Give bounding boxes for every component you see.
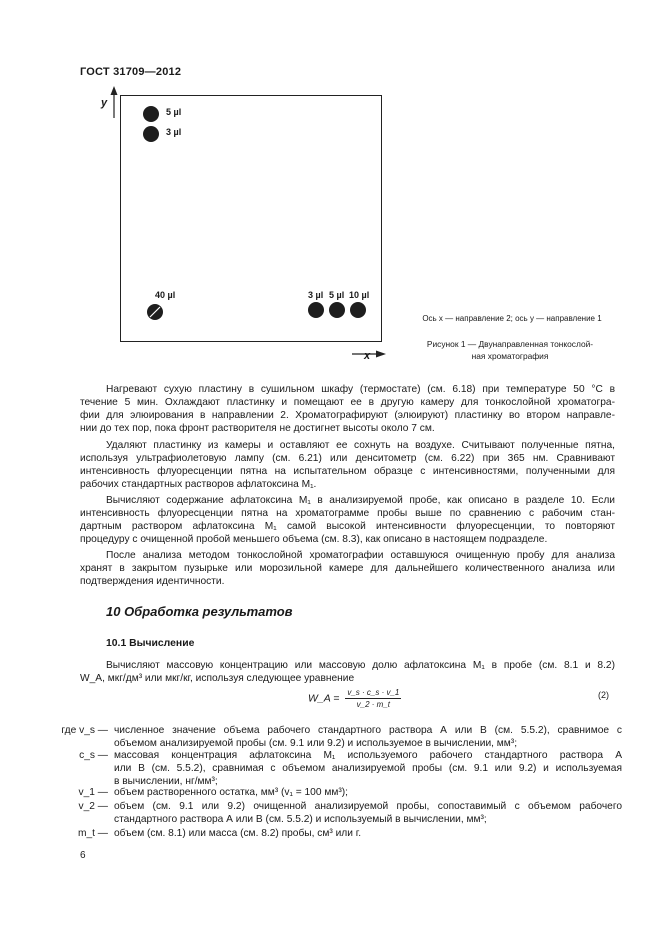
spot-bl-40ul: [147, 304, 163, 320]
spot-br-3ul: [308, 302, 324, 318]
paragraph-5: [80, 659, 615, 685]
axis-x-arrow: [376, 351, 386, 358]
def-cs-line-3: в вычислении, нг/мм³;: [114, 776, 218, 787]
p2-line-2: используя ультрафиолетовую лампу (см. 6.21) или денситометр (см. 6.22) при 365 нм. Сравнивают: [80, 453, 615, 464]
def-mt-line-1: объем (см. 8.1) или масса (см. 8.2) пробы, см³ или г.: [114, 828, 362, 839]
spot-label-top-3ul: 3 µl: [166, 127, 182, 137]
definition-v1: [60, 786, 622, 799]
equation-numerator: v_s · c_s · v_1: [347, 688, 400, 697]
p1-line-3: фии для элюирования в направлении 2. Хроматографируют (элюируют) пластинку во втором направле-: [80, 410, 615, 421]
p1-line-1: Нагревают сухую пластину в сушильном шкафу (термостате) (см. 6.18) при температуре 50 °С в: [106, 384, 615, 395]
document-header: ГОСТ 31709—2012: [80, 66, 182, 78]
paragraph-4: [80, 549, 615, 588]
p3-line-3: дартным раствором афлатоксина M₁ самой высокой интенсивности флуоресценции, то повторяют: [80, 521, 615, 532]
p3-line-4: процедуру с очищенной пробой меньшего объема (см. 8.3), как описано в настоящем подразделе.: [80, 534, 548, 545]
equation-fraction: [345, 688, 401, 709]
spot-label-br-3ul: 3 µl: [308, 290, 324, 300]
figure-caption: [404, 338, 616, 362]
spot-label-bl-40ul: 40 µl: [155, 290, 176, 300]
p5-line-2: W_A, мкг/дм³ или мкг/кг, используя следующее уравнение: [80, 673, 355, 684]
p1-line-4: нии до тех пор, пока фронт растворителя не достигнет высоты около 7 см.: [80, 423, 435, 434]
def-v2-line-1: объем (см. 9.1 или 9.2) очищенной анализируемой пробы, сопоставимый с объемом рабочего: [114, 801, 622, 812]
definition-vs: [60, 724, 622, 750]
def-v1-text: [114, 786, 622, 799]
page-number: 6: [80, 850, 86, 861]
paragraph-1: [80, 383, 615, 435]
definition-cs: [60, 749, 622, 788]
figure-caption-line-1: Рисунок 1 — Двунаправленная тонкослой-: [426, 339, 594, 349]
axis-y-arrow: [111, 86, 118, 95]
equation-lhs: W_A =: [308, 692, 340, 705]
def-v2-line-2: стандартного раствора А или В (см. 5.5.2) и используемый в вычислении, мм³;: [114, 814, 487, 825]
figure-caption-line-2: ная хроматография: [471, 351, 549, 361]
def-vs-symbol: где v_s —: [61, 725, 108, 736]
figure-axes-caption: Ось x — направление 2; ось y — направление 1: [422, 314, 602, 323]
def-mt-text: [114, 827, 622, 840]
def-cs-line-2: или В (см. 5.5.2), сравнимая с объемом анализируемой пробы (см. 9.1 или 9.2) и используемая: [114, 763, 622, 774]
figure-axis-y-label: y: [101, 97, 108, 109]
spot-label-br-5ul: 5 µl: [329, 290, 345, 300]
def-vs-text: [114, 724, 622, 750]
def-vs-line-1: численное значение объема рабочего стандартного раствора А или В (см. 5.5.2), сравнимое с: [114, 725, 622, 736]
p4-line-2: хранят в закрытом пузырьке или морозильной камере для дальнейшего количественного анализа или: [80, 563, 615, 574]
definition-v2: [60, 800, 622, 826]
p2-line-3: интенсивность флуоресценции пятна на испытательном образце с интенсивностями, полученными для: [80, 466, 615, 477]
subsection-title: 10.1 Вычисление: [106, 638, 195, 649]
def-cs-text: [114, 749, 622, 788]
spot-br-10ul: [350, 302, 366, 318]
p2-line-1: Удаляют пластинку из камеры и оставляют ее сохнуть на воздухе. Считывают полученные пятна,: [106, 440, 615, 451]
equation-denominator: v_2 · m_t: [356, 700, 391, 709]
paragraph-3: [80, 494, 615, 546]
p2-line-4: рабочих стандартных растворов афлатоксина M₁.: [80, 479, 317, 490]
spot-top-3ul: [143, 126, 159, 142]
p5-line-1: Вычисляют массовую концентрацию или массовую долю афлатоксина M₁ в пробе (см. 8.1 и 8.2): [106, 660, 615, 671]
def-mt-symbol: m_t —: [77, 828, 108, 839]
p3-line-1: Вычисляют содержание афлатоксина M₁ в анализируемой пробе, как описано в разделе 10. Если: [106, 495, 615, 506]
spot-br-5ul: [329, 302, 345, 318]
tlc-plate: [120, 95, 382, 342]
def-v1-symbol: v_1 —: [78, 787, 108, 798]
equation-number: (2): [598, 690, 609, 700]
section-title: 10 Обработка результатов: [106, 604, 293, 619]
p3-line-2: интенсивность флуоресценции пятна на хроматограмме пробы выше по сравнению с рабочим стан-: [80, 508, 615, 519]
def-vs-line-2: объемом анализируемой пробы (см. 9.1 или 9.2) и используемое в вычислении, мм³;: [114, 738, 518, 749]
def-cs-line-1: массовая концентрация афлатоксина M₁ используемого рабочего стандартного раствора А: [114, 750, 622, 761]
def-v2-text: [114, 800, 622, 826]
definition-mt: [60, 827, 622, 840]
p4-line-1: После анализа методом тонкослойной хроматографии оставшуюся очищенную пробу для анализа: [106, 550, 615, 561]
spot-top-5ul: [143, 106, 159, 122]
def-v2-symbol: v_2 —: [78, 801, 108, 812]
def-cs-symbol: c_s —: [79, 750, 108, 761]
spot-label-top-5ul: 5 µl: [166, 107, 182, 117]
p4-line-3: подтверждения идентичности.: [80, 576, 225, 587]
p1-line-2: течение 5 мин. Охлаждают пластинку и помещают ее в другую камеру для тонкослойной хроматогра-: [80, 397, 615, 408]
equation-2: [308, 688, 401, 709]
spot-label-br-10ul: 10 µl: [349, 290, 370, 300]
figure-axis-x-label: x: [364, 350, 371, 362]
def-v1-line-1: объем растворенного остатка, мм³ (v₁ = 100 мм³);: [114, 787, 348, 798]
paragraph-2: [80, 439, 615, 491]
